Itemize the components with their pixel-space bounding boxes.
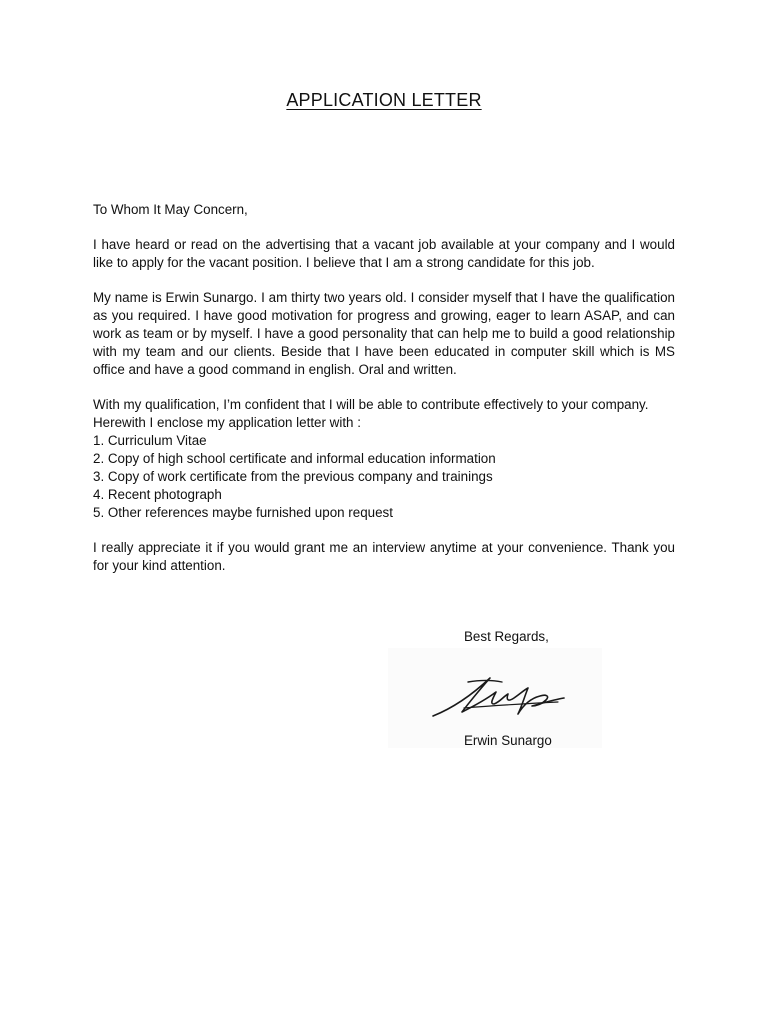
salutation: To Whom It May Concern, — [93, 202, 248, 217]
enclosure-intro: Herewith I enclose my application letter with : — [93, 415, 361, 430]
paragraph-about-me: My name is Erwin Sunargo. I am thirty two years old. I consider myself that I have the qualification as you required. I have good motivation for progress and growing, eager to learn ASAP, and can work as team or by myself. I have a good personality that can help me to build a good relationship with my team and our clients. Beside that I have been educated in computer skill which is MS office and have a good command in english. Oral and written. — [93, 290, 675, 377]
signature-icon — [428, 668, 568, 728]
letter-title: APPLICATION LETTER — [286, 90, 482, 110]
list-item: 2. Copy of high school certificate and informal education information — [93, 451, 496, 466]
paragraph-qualification: With my qualification, I’m confident that I will be able to contribute effectively to your company. — [93, 397, 649, 412]
list-item: 5. Other references maybe furnished upon request — [93, 505, 393, 520]
list-item: 4. Recent photograph — [93, 487, 222, 502]
paragraph-closing: I really appreciate it if you would grant me an interview anytime at your convenience. Thank you for your kind attention. — [93, 540, 675, 573]
closing-text: Best Regards, — [464, 629, 549, 644]
letter-body — [93, 201, 675, 592]
enclosure-list — [93, 432, 675, 522]
list-item: 1. Curriculum Vitae — [93, 433, 207, 448]
list-item: 3. Copy of work certificate from the previous company and trainings — [93, 469, 493, 484]
signer-name: Erwin Sunargo — [464, 733, 552, 748]
paragraph-intro: I have heard or read on the advertising that a vacant job available at your company and I would like to apply for the vacant position. I believe that I am a strong candidate for this job. — [93, 237, 675, 270]
